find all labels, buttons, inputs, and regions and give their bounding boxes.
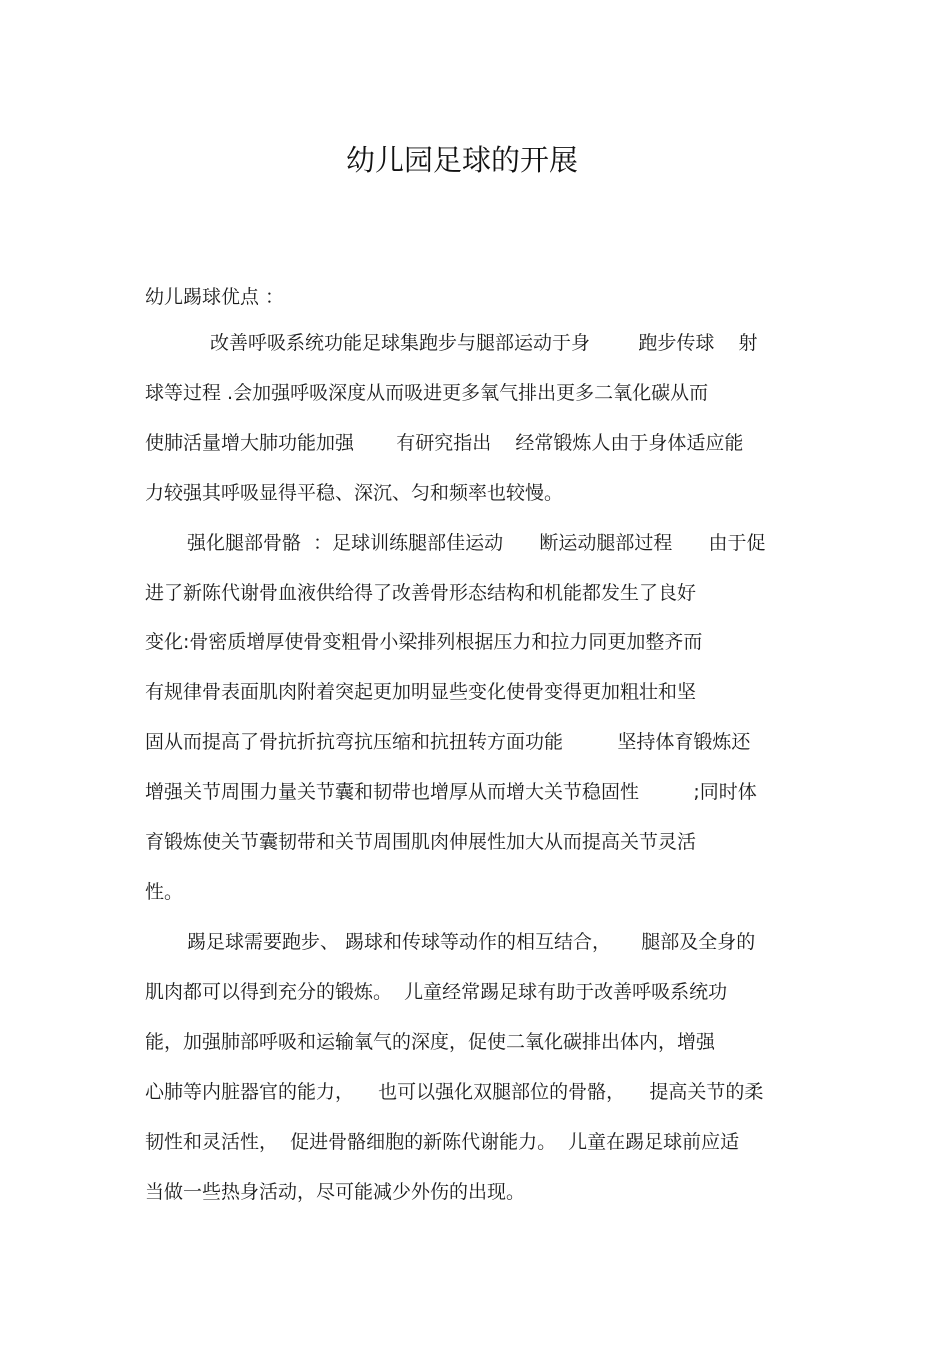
paragraph-line: 改善呼吸系统功能足球集跑步与腿部运动于身 跑步传球 射 [210, 332, 758, 354]
paragraph-line: 力较强其呼吸显得平稳、深沉、匀和频率也较慢。 [145, 482, 564, 504]
paragraph-line: 能，加强肺部呼吸和运输氧气的深度，促使二氧化碳排出体内，增强 [145, 1031, 716, 1053]
paragraph-line: 踢足球需要跑步、 踢球和传球等动作的相互结合， 腿部及全身的 [187, 931, 756, 953]
paragraph-line: 肌肉都可以得到充分的锻炼。 儿童经常踢足球有助于改善呼吸系统功 [145, 981, 728, 1003]
paragraph-line: 有规律骨表面肌肉附着突起更加明显些变化使骨变得更加粗壮和坚 [145, 681, 697, 703]
paragraph-line: 固从而提高了骨抗折抗弯抗压缩和抗扭转方面功能 坚持体育锻炼还 [145, 731, 751, 753]
intro-heading: 幼儿踢球优点 ： [145, 286, 285, 308]
paragraph-line: 心肺等内脏器官的能力， 也可以强化双腿部位的骨骼， 提高关节的柔 [145, 1081, 764, 1103]
paragraph-line: 使肺活量增大肺功能加强 有研究指出 经常锻炼人由于身体适应能 [145, 432, 744, 454]
paragraph-line: 变化:骨密质增厚使骨变粗骨小梁排列根据压力和拉力同更加整齐而 [145, 631, 703, 653]
paragraph-line: 球等过程 .会加强呼吸深度从而吸进更多氧气排出更多二氧化碳从而 [145, 382, 709, 404]
paragraph-line: 韧性和灵活性， 促进骨骼细胞的新陈代谢能力。 儿童在踢足球前应适 [145, 1131, 740, 1153]
paragraph-line: 性。 [145, 881, 184, 903]
paragraph-line: 强化腿部骨骼 ：足球训练腿部佳运动 断运动腿部过程 由于促 [187, 532, 766, 554]
paragraph-line: 增强关节周围力量关节囊和韧带也增厚从而增大关节稳固性 ;同时体 [145, 781, 757, 803]
paragraph-line: 当做一些热身活动，尽可能减少外伤的出现。 [145, 1181, 526, 1203]
paragraph-line: 育锻炼使关节囊韧带和关节周围肌肉伸展性加大从而提高关节灵活 [145, 831, 697, 853]
paragraph-line: 进了新陈代谢骨血液供给得了改善骨形态结构和机能都发生了良好 [145, 582, 697, 604]
document-title: 幼儿园足球的开展 [345, 143, 578, 177]
